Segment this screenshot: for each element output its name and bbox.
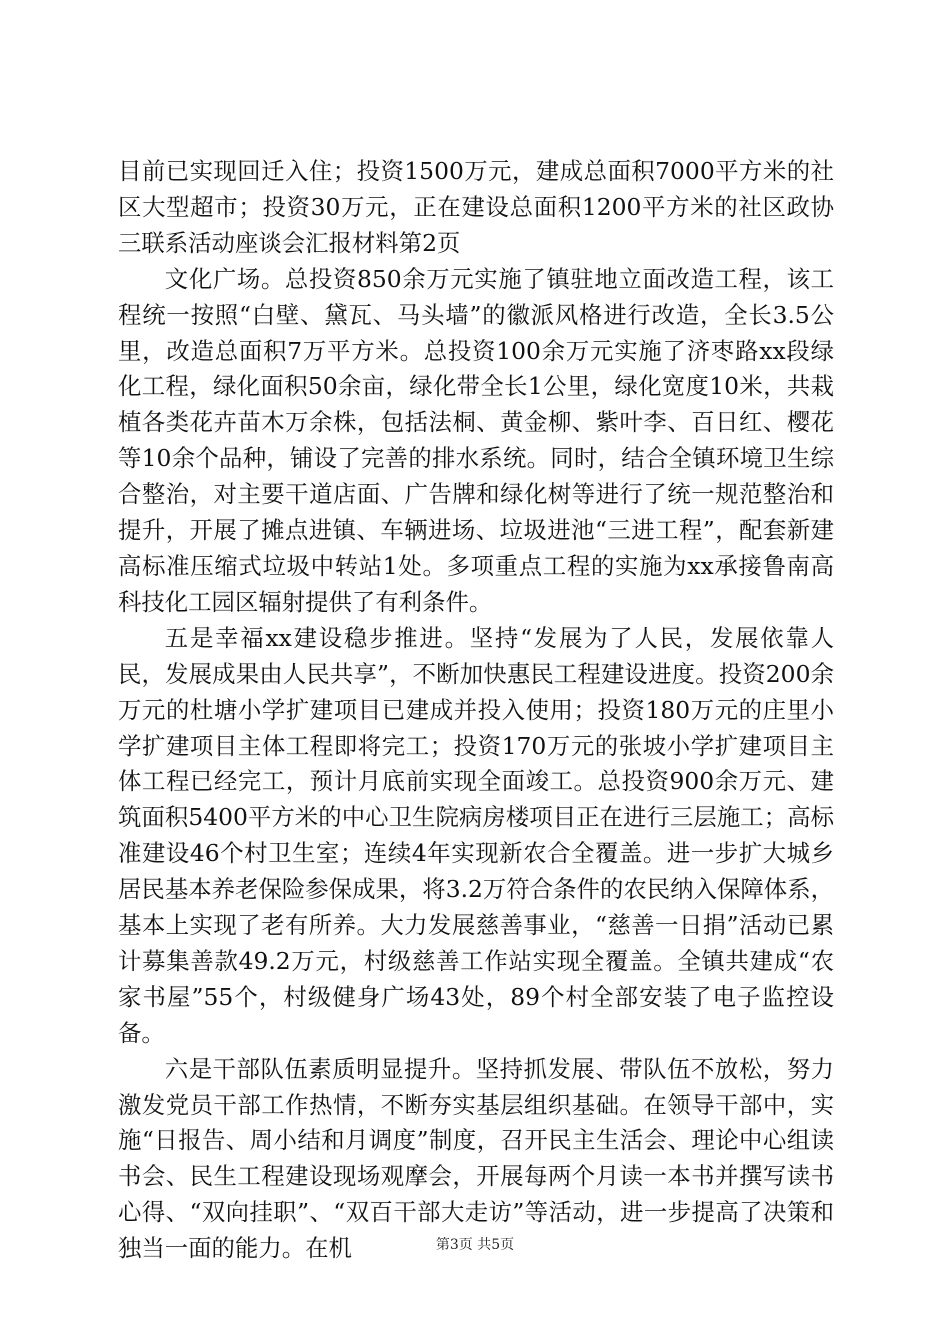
page-footer: 第3页 共5页 [435, 1237, 515, 1253]
paragraph-happiness-construction: 五是幸福xx建设稳步推进。坚持“发展为了人民，发展依靠人民，发展成果由人民共享”，不断加快惠民工程建设进度。投资200余万元的杜塘小学扩建项目已建成并投入使用；投资180万元的庄里小学扩建项目主体工程即将完工；投资170万元的张坡小学扩建项目主体工程已经完工，预计月底前实现全面竣工。总投资900余万元、建筑面积5400平方米的中心卫生院病房楼项目正在进行三层施工；高标准建设46个村卫生室；连续4年实现新农合全覆盖。进一步扩大城乡居民基本养老保险参保成果，将3.2万符合条件的农民纳入保障体系，基本上实现了老有所养。大力发展慈善事业，“慈善一日捐”活动已累计募集善款49.2万元，村级慈善工作站实现全覆盖。全镇共建成“农家书屋”55个，村级健身广场43处，89个村全部安装了电子监控设备。 [118, 623, 834, 1047]
paragraph-culture-square: 文化广场。总投资850余万元实施了镇驻地立面改造工程，该工程统一按照“白壁、黛瓦、马头墙”的徽派风格进行改造，全长3.5公里，改造总面积7万平方米。总投资100余万元实施了济枣路xx段绿化工程，绿化面积50余亩，绿化带全长1公里，绿化宽度10米，共栽植各类花卉苗木万余株，包括法桐、黄金柳、紫叶李、百日红、樱花等10余个品种，铺设了完善的排水系统。同时，结合全镇环境卫生综合整治，对主要干道店面、广告牌和绿化树等进行了统一规范整治和提升，开展了摊点进镇、车辆进场、垃圾进池“三进工程”，配套新建高标准压缩式垃圾中转站1处。多项重点工程的实施为xx承接鲁南高科技化工园区辐射提供了有利条件。 [118, 264, 834, 616]
paragraph-continuation: 目前已实现回迁入住；投资1500万元，建成总面积7000平方米的社区大型超市；投资30万元，正在建设总面积1200平方米的社区政协三联系活动座谈会汇报材料第2页 [118, 157, 834, 257]
document-body [118, 154, 834, 1267]
paragraph-cadre-quality: 六是干部队伍素质明显提升。坚持抓发展、带队伍不放松，努力激发党员干部工作热情，不断夯实基层组织基础。在领导干部中，实施“日报告、周小结和月调度”制度，召开民主生活会、理论中心组读书会、民生工程建设现场观摩会，开展每两个月读一本书并撰写读书心得、“双向挂职”、“双百干部大走访”等活动，进一步提高了决策和独当一面的能力。在机 [118, 1054, 834, 1263]
